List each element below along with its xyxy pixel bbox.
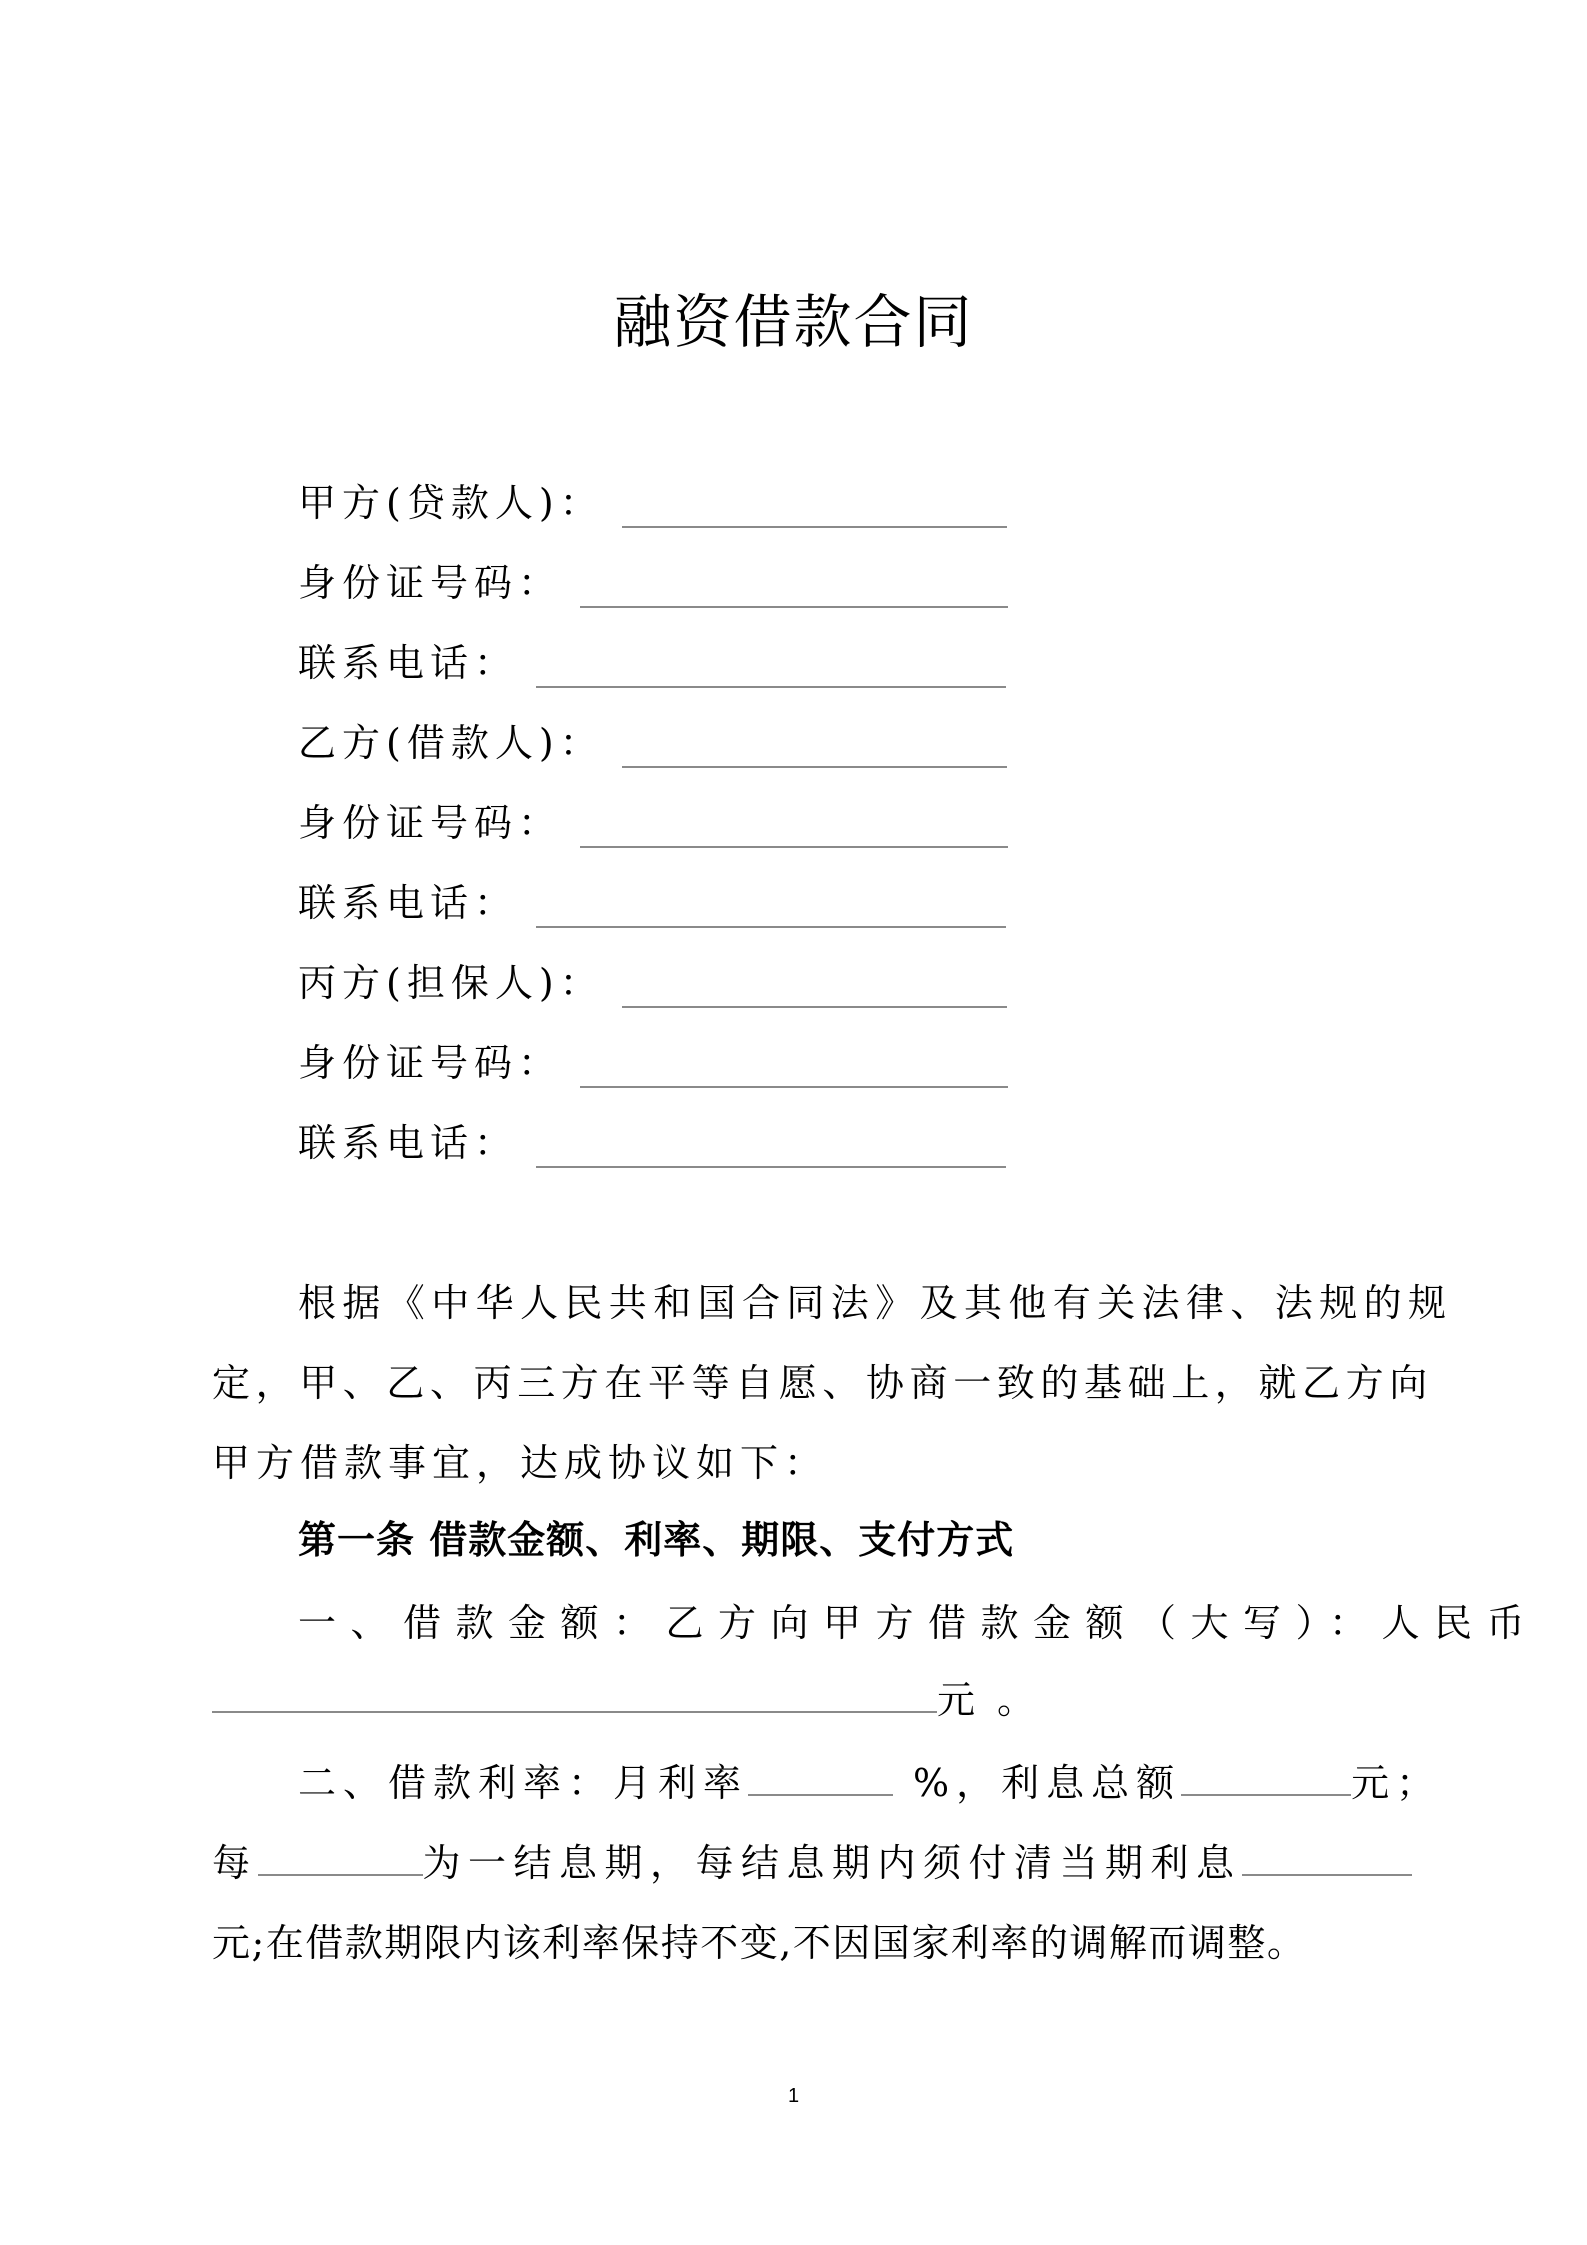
- borrower-name-input[interactable]: [622, 726, 1007, 768]
- preamble-line-1: 根据《中华人民共和国合同法》及其他有关法律、法规的规: [298, 1281, 1453, 1325]
- clause-2-part2: %，利息总额: [913, 1761, 1182, 1805]
- period-interest-input[interactable]: [1242, 1838, 1412, 1876]
- preamble-line-2: 定，甲、乙、丙三方在平等自愿、协商一致的基础上，就乙方向: [212, 1361, 1433, 1405]
- preamble-line-3: 甲方借款事宜，达成协议如下：: [212, 1441, 829, 1485]
- borrower-phone-input[interactable]: [536, 886, 1006, 928]
- clause-2-line-2: [212, 1838, 1412, 1888]
- document-title: 融资借款合同: [613, 288, 974, 356]
- guarantor-id-field: [298, 1028, 1008, 1088]
- lender-id-field: [298, 548, 1008, 608]
- field-label: 联系电话：: [298, 881, 519, 925]
- clause-2-part4: 每: [212, 1841, 258, 1885]
- amount-unit: 元: [937, 1678, 976, 1722]
- guarantor-name-input[interactable]: [622, 966, 1007, 1008]
- borrower-id-input[interactable]: [580, 806, 1008, 848]
- lender-phone-field: [298, 628, 1006, 688]
- field-label: 联系电话：: [298, 1121, 519, 1165]
- lender-id-input[interactable]: [580, 566, 1008, 608]
- clause-1-text: 一、借款金额：乙方向甲方借款金额（大写）：人民币: [298, 1601, 1540, 1645]
- borrower-phone-field: [298, 868, 1006, 928]
- clause-2-part3: 元；: [1351, 1761, 1442, 1805]
- amount-end: 。: [997, 1678, 1036, 1722]
- field-label: 身份证号码：: [298, 561, 563, 605]
- field-label: 身份证号码：: [298, 801, 563, 845]
- borrower-id-field: [298, 788, 1008, 848]
- field-label: 联系电话：: [298, 641, 519, 685]
- guarantor-phone-input[interactable]: [536, 1126, 1006, 1168]
- page-number: 1: [787, 2085, 800, 2107]
- clause-1-amount-line: [212, 1675, 1035, 1725]
- clause-2-line-3: 元;在借款期限内该利率保持不变,不因国家利率的调解而调整。: [212, 1921, 1307, 1965]
- guarantor-name-field: [298, 948, 1007, 1008]
- loan-amount-input[interactable]: [212, 1675, 937, 1713]
- lender-name-field: [298, 468, 1007, 528]
- monthly-rate-input[interactable]: [748, 1758, 893, 1796]
- borrower-name-field: [298, 708, 1007, 768]
- field-label: 甲方(贷款人)：: [298, 481, 604, 525]
- interest-period-input[interactable]: [258, 1838, 423, 1876]
- total-interest-input[interactable]: [1181, 1758, 1351, 1796]
- guarantor-phone-field: [298, 1108, 1006, 1168]
- field-label: 丙方(担保人)：: [298, 961, 604, 1005]
- clause-2-line-1: [298, 1758, 1441, 1808]
- lender-phone-input[interactable]: [536, 646, 1006, 688]
- field-label: 身份证号码：: [298, 1041, 563, 1085]
- clause-2-part5: 为一结息期，每结息期内须付清当期利息: [422, 1841, 1242, 1885]
- lender-name-input[interactable]: [622, 486, 1007, 528]
- article-1-heading: 第一条 借款金额、利率、期限、支付方式: [298, 1518, 1015, 1562]
- field-label: 乙方(借款人)：: [298, 721, 604, 765]
- clause-2-part1: 二、借款利率：月利率: [298, 1761, 749, 1805]
- guarantor-id-input[interactable]: [580, 1046, 1008, 1088]
